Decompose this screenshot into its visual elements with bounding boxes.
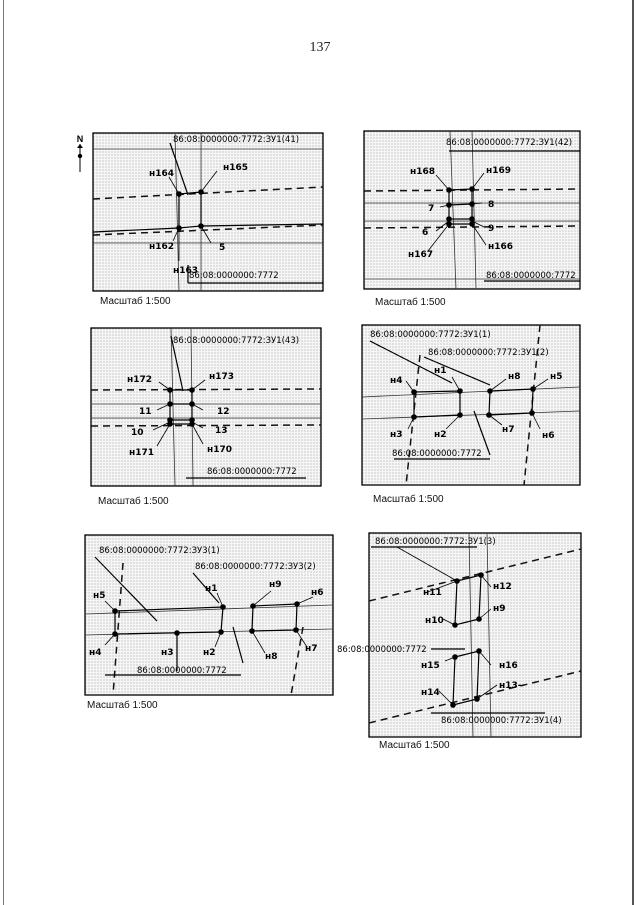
point-label: н170 [207,445,233,455]
point-label: 10 [131,428,144,438]
map-6-parcel-a-label: 86:08:0000000:7772:ЗУ1(3) [375,537,496,547]
map-1-parcel-label: 86:08:0000000:7772:ЗУ1(41) [173,135,300,145]
map-6-frame [369,533,581,737]
point-label: н167 [408,250,434,260]
map-6 [337,533,581,737]
map-5-base-label: 86:08:0000000:7772 [137,666,227,676]
map-1-scale: Масштаб 1:500 [100,296,171,307]
point-label: н4 [89,648,102,658]
point-label: 7 [428,204,435,214]
point-label: н173 [209,372,235,382]
map-3-parcel-label: 86:08:0000000:7772:ЗУ1(43) [173,336,300,346]
point-label: 5 [219,243,226,253]
map-5-parcel-b-label: 86:08:0000000:7772:ЗУ3(2) [195,562,316,572]
map-2-scale: Масштаб 1:500 [375,297,446,308]
point-label: н5 [550,372,563,382]
north-arrow-icon [74,144,86,174]
north-arrow [74,134,86,174]
point-label: н6 [311,588,324,598]
point-label: н1 [205,584,218,594]
point-label: н11 [423,588,442,598]
map-3-scale: Масштаб 1:500 [98,496,169,507]
point-label: н162 [149,242,175,252]
point-label: н12 [493,582,512,592]
map-1-frame [93,133,323,291]
map-5-scale: Масштаб 1:500 [87,700,158,711]
page-right-edge [632,0,634,905]
map-4-parcel-a-label: 86:08:0000000:7772:ЗУ1(1) [370,330,491,340]
point-label: н16 [499,661,518,671]
point-label: н166 [488,242,514,252]
point-label: н14 [421,688,440,698]
map-3-frame [91,328,321,486]
map-6-scale: Масштаб 1:500 [379,740,450,751]
point-label: 6 [422,228,429,238]
point-label: н1 [434,366,447,376]
north-label: N [76,134,84,144]
map-2-parcel-label: 86:08:0000000:7772:ЗУ1(42) [446,138,573,148]
page-left-edge [3,0,4,905]
map-3-base-label: 86:08:0000000:7772 [207,467,297,477]
map-2-base-label: 86:08:0000000:7772 [486,271,576,281]
point-label: н10 [425,616,444,626]
point-label: н13- [499,681,522,691]
point-label: н7 [305,644,318,654]
map-4-parcel-b-label: 86:08:0000000:7772:ЗУ1(2) [428,348,549,358]
map-5 [85,535,333,695]
point-label: н8 [508,372,521,382]
point-label: н9 [493,604,506,614]
point-label: н2 [203,648,216,658]
point-label: н164 [149,169,175,179]
point-label: 9 [488,224,495,234]
point-label: н3 [390,430,403,440]
map-2 [364,131,580,289]
map-1-base-label: 86:08:0000000:7772 [189,271,279,281]
point-label: н3 [161,648,174,658]
page-number: 137 [309,40,331,55]
point-label: н7 [502,425,515,435]
map-5-parcel-a-label: 86:08:0000000:7772:ЗУ3(1) [99,546,220,556]
point-label: н6 [542,431,555,441]
map-3 [91,328,321,486]
point-label: н5 [93,591,106,601]
point-label: н163 [173,266,199,276]
point-label: н168 [410,167,436,177]
point-label: н15 [421,661,440,671]
point-label: н2 [434,430,447,440]
point-label: н8 [265,652,278,662]
point-label: н4 [390,376,403,386]
point-label: н9 [269,580,282,590]
map-4 [362,325,580,485]
map-6-base-label: 86:08:0000000:7772 [337,645,427,655]
point-label: 13 [215,426,228,436]
point-label: н171 [129,448,155,458]
point-label: 8 [488,200,495,210]
point-label: 11 [139,407,152,417]
map-4-scale: Масштаб 1:500 [373,494,444,505]
point-label: н172 [127,375,153,385]
point-label: н169 [486,166,512,176]
point-label: н165 [223,163,249,173]
map-4-base-label: 86:08:0000000:7772 [392,449,482,459]
map-6-parcel-b-label: 86:08:0000000:7772:ЗУ1(4) [441,716,562,726]
map-1 [93,133,323,291]
point-label: 12 [217,407,230,417]
